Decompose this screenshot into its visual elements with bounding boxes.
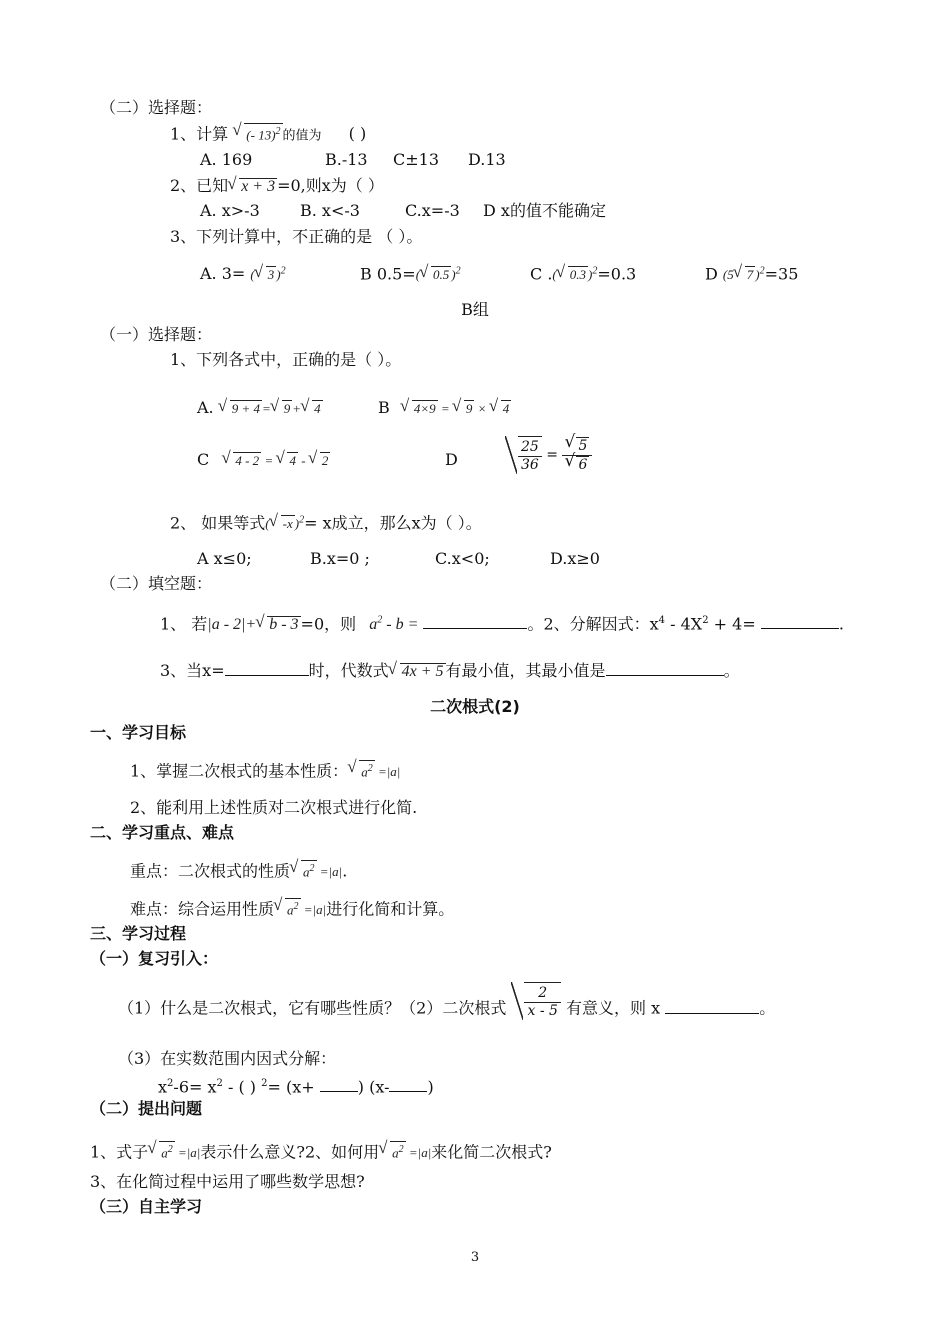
bq1-d-den: 36 [521, 457, 539, 473]
p1-formula1-a: a [161, 1145, 168, 1161]
q2-options [200, 201, 606, 221]
f3-end: 。 [723, 661, 740, 680]
f1-prefix: 1、 若 [160, 614, 208, 634]
bq1-c-r1: 4 - 2 [235, 453, 260, 468]
q1-expr-in: (- 13) [246, 127, 276, 143]
q3-a-rad: 3 [267, 267, 275, 283]
f1-plus: + [245, 616, 257, 634]
q3-d-coef: (5 [722, 267, 734, 283]
f1-rad: b - 3 [269, 616, 299, 634]
question-p3: 3、在化简过程中运用了哪些数学思想? [90, 1172, 365, 1191]
group-b-choice-title: （一）选择题： [100, 325, 213, 344]
r1-prefix: （1）什么是二次根式，它有哪些性质？（2）二次根式 [118, 998, 507, 1018]
q2-suffix: =0,则x为（ ） [277, 176, 384, 195]
q1-option-c: C±13 [393, 150, 440, 169]
review-question-3-formula: $x^2-6= x^2$ - ( ) $^2$= (x+ ) (x- ) [158, 1077, 434, 1097]
key-point-text: 重点：二次根式的性质 [130, 861, 291, 881]
r3-a: x [158, 1077, 168, 1097]
bq1-a-label: A. [197, 398, 214, 417]
page-number: 3 [470, 1250, 480, 1265]
bq1-a-r1: 9 + 4 [231, 401, 261, 416]
bq1-a-r2: 9 [283, 401, 291, 416]
hard-point-end: 进行化简和计算。 [326, 899, 455, 919]
bq1-c-r2: 4 [289, 453, 296, 468]
r3-blank-1[interactable] [320, 1077, 358, 1092]
group-b-heading: B组 [461, 300, 489, 319]
q3-d-rad: 7 [746, 267, 754, 283]
q3-option-a: A. 3= (√ 3 )$^2$ [200, 264, 286, 283]
question-p1 [90, 1141, 552, 1163]
f1-answer-blank-1[interactable] [423, 614, 527, 629]
p1-formula2-sup: 2 [398, 1144, 404, 1155]
f3-mid2: 有最小值，其最小值是 [445, 661, 606, 680]
q3-b-rad: 0.5 [433, 267, 450, 283]
q3-b-text: B 0.5= [360, 264, 416, 284]
heading-key-points: 二、学习重点、难点 [90, 823, 235, 842]
q2-radicand: x + 3 [241, 178, 276, 195]
q3-a-text: A. 3= [200, 264, 251, 284]
r1-num: 2 [524, 985, 560, 1003]
q1-option-b: B.-13 [325, 150, 368, 169]
bq1-c-label: C [197, 450, 210, 469]
hard-formula-sup: 2 [293, 901, 299, 912]
hard-formula-a: a [287, 902, 294, 918]
q1-option-d: D.13 [468, 150, 506, 169]
f1-expr: a [369, 616, 378, 634]
group-b-fill-title: （二）填空题： [100, 574, 213, 593]
q3-d-text: D [705, 264, 723, 284]
f3-prefix: 3、当x= [160, 661, 225, 680]
r3-e: ) (x- [357, 1077, 390, 1097]
f3-answer-blank-2[interactable] [606, 661, 724, 676]
bq2-option-b: B.x=0 ; [310, 549, 370, 568]
review-question-1 [118, 985, 776, 1020]
q1-options [200, 150, 506, 170]
q3-d-tail: =35 [764, 264, 799, 284]
q1-suffix: 的值为 [282, 128, 322, 144]
f3-mid: 时，代数式 [308, 661, 389, 680]
key-point [130, 860, 347, 882]
f1-end: . [838, 614, 844, 634]
r1-den: x - 5 [527, 1003, 558, 1019]
heading-raise-questions: （二）提出问题 [90, 1099, 203, 1118]
bq1-b-label: B [378, 398, 390, 417]
fill-question-3 [160, 661, 740, 682]
bq1-d-num: 25 [518, 439, 542, 457]
p1-c: 来化简二次根式? [431, 1142, 552, 1162]
q3-option-c: C .(√ 0.3 )$^2$=0.3 [530, 262, 636, 285]
f1-expr2: - b = [382, 616, 419, 634]
key-formula-sup: 2 [309, 863, 315, 874]
bq1-b-r2: 9 [465, 401, 473, 416]
q2-root [228, 178, 277, 195]
q2-option-b: B. x<-3 [300, 201, 360, 220]
r3-c: - ( ) [222, 1077, 262, 1097]
r1-end: 。 [759, 998, 776, 1018]
review-question-3: （3）在实数范围内因式分解： [118, 1049, 337, 1068]
f1-eq: =0，则 [300, 614, 357, 634]
q2-prefix: 2、已知 [170, 176, 229, 195]
q3-option-d: D (5√ 7 )$^2$=35 [705, 262, 798, 285]
r3-b: -6= x [173, 1077, 217, 1097]
goal1-formula-a: a [361, 764, 368, 780]
question-2 [170, 176, 384, 197]
q1-paren: ( ) [348, 124, 367, 144]
q2-option-d: D x的值不能确定 [483, 201, 606, 220]
f1-answer-blank-2[interactable] [761, 614, 839, 629]
bq1-b-r1: 4×9 [413, 401, 436, 416]
f1-mid3: + 4= [708, 614, 756, 634]
bq1-d-rnum: 5 [578, 437, 588, 454]
q1-expr: √ (- 13)$^2$ [233, 127, 282, 142]
bq1-option-a: A. √ 9 + 4 =√ 9 +√ 4 [197, 398, 323, 419]
key-formula-rhs: =|a| [319, 864, 343, 880]
q2-option-c: C.x=-3 [405, 201, 460, 220]
bq1-c-r3: 2 [321, 453, 329, 468]
q2-option-a: A. x>-3 [200, 201, 260, 220]
p1-a: 1、式子 [90, 1142, 149, 1162]
goal1-formula-rhs: =|a| [377, 764, 401, 780]
fill-question-1: 1、 若|a - 2|+√ b - 3 =0，则 $a^2$ - b = 。2、分解因式：$x^4 - 4X^2 + 4=$ . [160, 611, 844, 635]
q1-option-a: A. 169 [200, 150, 253, 169]
heading-learning-goals: 一、学习目标 [90, 723, 187, 742]
p1-formula2-rhs: =|a| [408, 1145, 432, 1161]
bq1-a-r3: 4 [314, 401, 321, 416]
question-3: 3、下列计算中，不正确的是 （ ）。 [170, 227, 423, 246]
key-formula-a: a [303, 864, 310, 880]
r1-answer-blank[interactable] [665, 999, 759, 1014]
bq1-option-b: B √ 4×9 = √ 9 × √ 4 [378, 398, 511, 419]
question-1 [170, 123, 366, 146]
r1-mid: 有意义，则 x [566, 998, 661, 1018]
heading-learning-process: 三、学习过程 [90, 924, 187, 943]
p1-formula1-rhs: =|a| [177, 1145, 201, 1161]
q3-option-b: B 0.5=(√ 0.5 )$^2$ [360, 262, 461, 285]
goal1-formula-sup: 2 [367, 763, 373, 774]
p1-formula2-a: a [392, 1145, 399, 1161]
goal-1 [130, 760, 400, 782]
q1-prefix: 1、计算 [170, 124, 229, 144]
r3-d: = (x+ [267, 1077, 320, 1097]
bq2-option-d: D.x≥0 [550, 549, 600, 568]
bq2-suffix: = x成立，那么x为（ ）。 [304, 513, 482, 533]
bq1-option-d-label: D [445, 450, 458, 469]
bq1-d-rden: 6 [578, 456, 588, 473]
hard-formula-rhs: =|a| [303, 902, 327, 918]
heading-review: （一）复习引入： [90, 949, 219, 968]
q3-c-text: C . [530, 264, 553, 284]
section-choice-title: （二）选择题： [100, 98, 213, 117]
hard-point-text: 难点：综合运用性质 [130, 899, 275, 919]
hard-point [130, 898, 454, 920]
q3-c-tail: =0.3 [597, 264, 637, 284]
r3-f: ) [427, 1077, 434, 1097]
p1-b: 表示什么意义?2、如何用 [200, 1142, 380, 1162]
f3-answer-blank-1[interactable] [225, 661, 309, 676]
bq2-options [197, 549, 600, 569]
section-title: 二次根式(2) [430, 697, 520, 716]
bq1-option-c: C √ 4 - 2 = √ 4 - √ 2 [197, 450, 330, 471]
q3-options [200, 262, 799, 285]
heading-self-study: （三）自主学习 [90, 1197, 203, 1216]
bq2-option-a: A x≤0; [197, 549, 252, 568]
p1-formula1-sup: 2 [167, 1144, 173, 1155]
f1-mid2: - 4X [665, 614, 703, 634]
goal-2: 2、能利用上述性质对二次根式进行化简. [130, 798, 418, 817]
r3-blank-2[interactable] [389, 1077, 427, 1092]
group-b-question-1: 1、下列各式中，正确的是（ ）。 [170, 350, 402, 369]
bq2-option-c: C.x<0; [435, 549, 490, 568]
bq2-prefix: 2、 如果等式 [170, 513, 266, 533]
q3-c-rad: 0.3 [569, 267, 587, 283]
key-point-end: . [342, 861, 348, 881]
f1-mid: 。2、分解因式：x [527, 614, 659, 634]
f3-rad: 4x + 5 [401, 663, 444, 680]
bq1-b-r3: 4 [502, 401, 510, 416]
bq1-option-d-formula: $\frac{25}{36}$ = √ 5 √ 6 [505, 436, 592, 474]
group-b-question-2: 2、 如果等式(√ -x )$^2$= x成立，那么x为（ ）。 [170, 511, 482, 534]
goal-1-text: 1、掌握二次根式的基本性质： [130, 761, 349, 781]
f1-abs: a - 2 [211, 616, 242, 634]
